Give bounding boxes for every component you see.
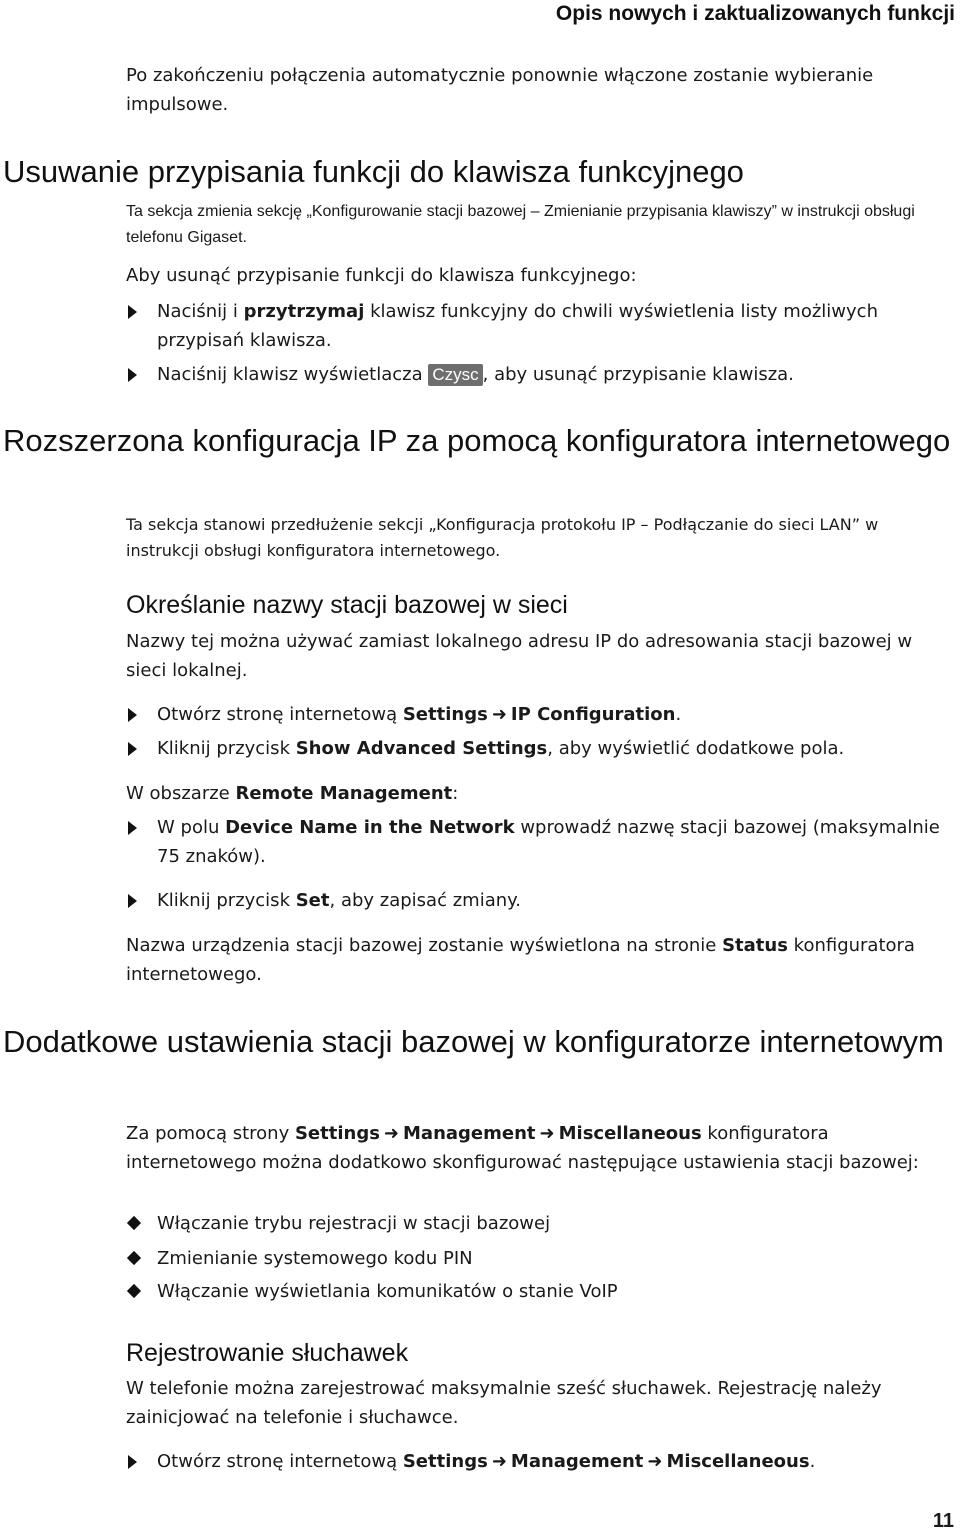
list-item: Włączanie wyświetlania komunikatów o stanie VoIP: [126, 1277, 956, 1306]
bullet-diamond-icon: [127, 1216, 141, 1230]
path-arrow-icon: ➜: [491, 1451, 507, 1472]
section-heading-remove-key-assignment: Usuwanie przypisania funkcji do klawisza funkcyjnego: [3, 154, 744, 189]
result-paragraph: Nazwa urządzenia stacji bazowej zostanie wyświetlona na stronie Status konfiguratora internetowego.: [126, 935, 915, 985]
step-arrow-icon: [128, 368, 137, 382]
step-arrow-icon: [128, 708, 137, 722]
paragraph-device-name: Nazwy tej można używać zamiast lokalnego adresu IP do adresowania stacji bazowej w sieci lokalnej.: [126, 631, 913, 681]
path-arrow-icon: ➜: [647, 1451, 663, 1472]
step-press-display-key: Naciśnij klawisz wyświetlacza Czysc , aby usunąć przypisanie klawisza.: [126, 360, 956, 389]
path-arrow-icon: ➜: [383, 1123, 400, 1144]
path-arrow-icon: ➜: [491, 704, 507, 725]
paragraph-register-handsets: W telefonie można zarejestrować maksymalnie sześć słuchawek. Rejestrację należy zainicjować na telefonie i słuchawce.: [126, 1378, 882, 1428]
subsection-heading-register-handsets: Rejestrowanie słuchawek: [126, 1339, 409, 1367]
section-heading-advanced-ip: Rozszerzona konfiguracja IP za pomocą konfiguratora internetowego: [3, 423, 951, 458]
step-show-advanced: Kliknij przycisk Show Advanced Settings, aby wyświetlić dodatkowe pola.: [126, 734, 956, 763]
subsection-heading-device-name: Określanie nazwy stacji bazowej w sieci: [126, 591, 568, 619]
step-open-ip-config: Otwórz stronę internetową Settings ➜ IP Configuration.: [126, 700, 956, 729]
paragraph-misc-intro: Za pomocą strony Settings ➜ Management ➜ Miscellaneous konfiguratora internetowego można dodatkowo skonfigurować następujące ustawienia stacji bazowej:: [126, 1123, 919, 1173]
list-item: Zmienianie systemowego kodu PIN: [126, 1244, 956, 1273]
running-header: Opis nowych i zaktualizowanych funkcji: [555, 2, 955, 25]
instruction-lead: Aby usunąć przypisanie funkcji do klawisza funkcyjnego:: [126, 265, 637, 286]
page-number: 11: [932, 1510, 954, 1532]
step-enter-device-name: W polu Device Name in the Network wprowadź nazwę stacji bazowej (maksymalnie 75 znaków).: [126, 813, 956, 871]
step-open-misc: Otwórz stronę internetową Settings ➜ Management ➜ Miscellaneous.: [126, 1447, 956, 1476]
step-arrow-icon: [128, 305, 137, 319]
step-arrow-icon: [128, 742, 137, 756]
step-arrow-icon: [128, 1455, 137, 1469]
step-arrow-icon: [128, 894, 137, 908]
intro-paragraph: Po zakończeniu połączenia automatycznie ponownie włączone zostanie wybieranie impulsowe.: [126, 65, 874, 115]
display-key-czysc: Czysc: [428, 364, 482, 386]
step-press-hold-key: Naciśnij i przytrzymaj klawisz funkcyjny do chwili wyświetlenia listy możliwych przypisań klawisza.: [126, 297, 956, 355]
path-arrow-icon: ➜: [539, 1123, 555, 1144]
step-arrow-icon: [128, 821, 137, 835]
bullet-diamond-icon: [127, 1284, 141, 1298]
area-remote-management: W obszarze Remote Management:: [126, 783, 459, 804]
step-click-set: Kliknij przycisk Set, aby zapisać zmiany.: [126, 886, 956, 915]
section-heading-additional-settings: Dodatkowe ustawienia stacji bazowej w konfiguratorze internetowym: [3, 1024, 944, 1059]
section-note: Ta sekcja zmienia sekcję „Konfigurowanie stacji bazowej – Zmienianie przypisania klawiszy” w instrukcji obsługi telefonu Gigaset.: [126, 203, 915, 246]
list-item: Włączanie trybu rejestracji w stacji bazowej: [126, 1209, 956, 1238]
section-note: Ta sekcja stanowi przedłużenie sekcji „Konfiguracja protokołu IP – Podłączanie do sieci LAN” w instrukcji obsługi konfiguratora internetowego.: [126, 515, 879, 560]
bullet-diamond-icon: [127, 1251, 141, 1265]
